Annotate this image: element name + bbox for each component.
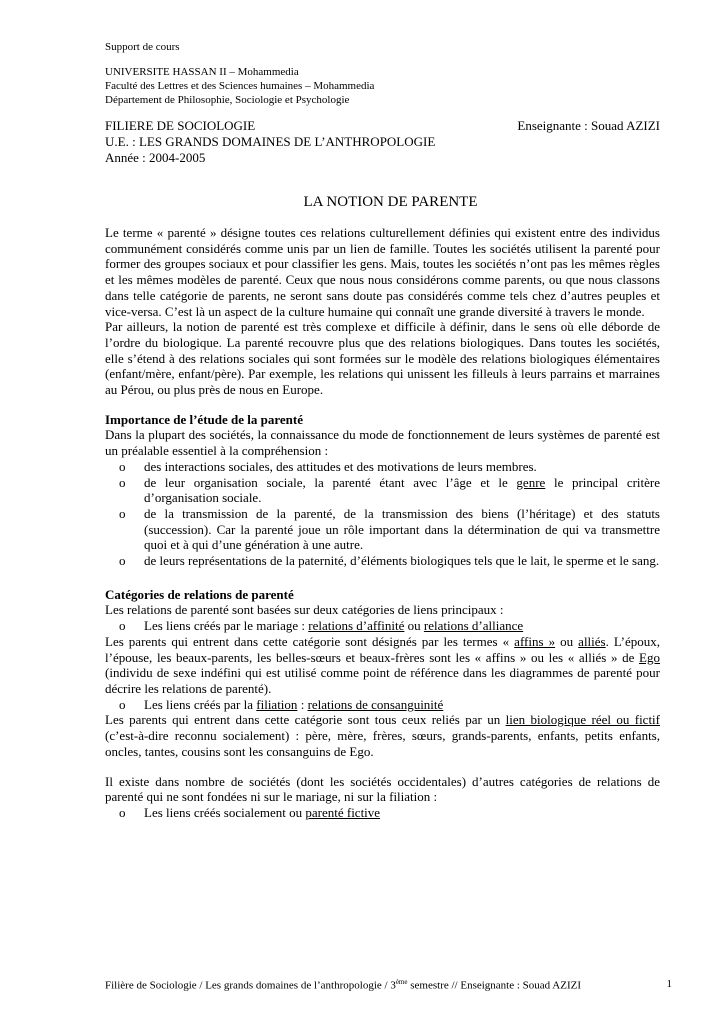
bullet-icon: o	[119, 505, 126, 521]
categories-heading: Catégories de relations de parenté	[105, 586, 294, 602]
consanguinity-term: relations de consanguinité	[307, 696, 444, 712]
filiere-line: FILIERE DE SOCIOLOGIE	[105, 118, 256, 133]
social-list	[105, 805, 660, 821]
importance-list	[105, 459, 660, 569]
list-item: o des interactions sociales, des attitudes et des motivations de leurs membres.	[119, 458, 537, 474]
university-line: UNIVERSITE HASSAN II – Mohammedia	[105, 66, 299, 78]
allies-term: alliés	[578, 633, 606, 649]
bullet-icon: o	[119, 696, 126, 712]
faculty-line: Faculté des Lettres et des Sciences humaines – Mohammedia	[105, 80, 375, 92]
list-item: o Les liens créés par le mariage : relations d’affinité ou relations d’alliance	[119, 618, 524, 634]
department-line: Département de Philosophie, Sociologie et Psychologie	[105, 94, 350, 106]
document-page	[105, 40, 660, 821]
marriage-list	[105, 618, 660, 634]
fictive-kinship-term: parenté fictive	[305, 804, 381, 820]
page-number: 1	[666, 978, 672, 990]
intro-paragraph-2: Par ailleurs, la notion de parenté est très complexe et difficile à définir, dans le sens où elle déborde de l’ordre du biologique. La parenté recouvre plus que des relations biologiques. Dans toutes les sociétés, elle s’étend à des relations sociales qui sont formées sur le modèle des relations biologiques élémentaires (enfant/mère, enfant/père). Par exemple, les relations qui unissent les filleuls à leurs parrains et marraines au Pérou, ou plus près de nous en Europe.	[105, 319, 660, 398]
bullet-icon: o	[119, 618, 126, 634]
teacher-line: Enseignante : Souad AZIZI	[517, 118, 660, 133]
bullet-icon: o	[119, 804, 126, 820]
importance-lead: Dans la plupart des sociétés, la connaissance du mode de fonctionnement de leurs systèmes de parenté est un préalable essentiel à la compréhension :	[105, 427, 660, 459]
ue-line: U.E. : LES GRANDS DOMAINES DE L’ANTHROPOLOGIE	[105, 134, 436, 149]
marriage-paragraph: Les parents qui entrent dans cette catégorie sont désignés par les termes « affins » ou alliés. L’époux, l’épouse, les beaux-parents, les belles-sœurs et beaux-frères sont les « affins » ou les « alliés » de Ego (individu de sexe indéfini qui est utilisé comme point de référence dans les diagrammes de parenté pour décrire les relations de parenté).	[105, 633, 660, 696]
alliance-term: relations d’alliance	[423, 618, 524, 634]
filiation-list	[105, 697, 660, 713]
list-item: o de leur organisation sociale, la parenté étant avec l’âge et le genre le principal critère d’organisation sociale.	[119, 474, 661, 506]
filiation-paragraph: Les parents qui entrent dans cette catégorie sont tous ceux reliés par un lien biologique réel ou fictif (c’est-à-dire reconnu socialement) : père, mère, frères, sœurs, grands-parents, enfants, petits enfants, oncles, tantes, cousins sont les consanguins de Ego.	[105, 712, 660, 759]
page-title: LA NOTION DE PARENTE	[303, 194, 478, 210]
bullet-icon: o	[119, 458, 126, 474]
affinity-term: relations d’affinité	[308, 618, 405, 634]
affins-term: affins »	[514, 633, 556, 649]
biological-link-term: lien biologique réel ou fictif	[505, 712, 660, 728]
categories-lead: Les relations de parenté sont basées sur deux catégories de liens principaux :	[105, 602, 504, 618]
bullet-icon: o	[119, 553, 126, 569]
ego-term: Ego	[639, 649, 660, 665]
filiere-row	[105, 118, 660, 134]
other-categories-paragraph: Il existe dans nombre de sociétés (dont les sociétés occidentales) d’autres catégories de relations de parenté qui ne sont fondées ni sur le mariage, ni sur la filiation :	[105, 773, 660, 805]
list-item: o de la transmission de la parenté, de la transmission des biens (l’héritage) et des statuts (succession). Car la parenté joue un rôle important dans la détermination de qui va transmettre quoi et à qui d’une génération à une autre.	[119, 505, 660, 553]
list-item: o Les liens créés par la filiation : relations de consanguinité	[119, 696, 444, 712]
footer-text: Filière de Sociologie / Les grands domaines de l’anthropologie / 3ème semestre // Enseignante : Souad AZIZI	[105, 978, 582, 992]
filiation-term: filiation	[256, 696, 298, 712]
intro-paragraph-1: Le terme « parenté » désigne toutes ces relations culturellement définies qui existent entre des individus communément considérés comme unis par un lien de famille. Toutes les sociétés utilisent la parenté pour former des groupes sociaux et pour classifier les gens. Mais, toutes les sociétés n’ont pas les mêmes règles et les mêmes modèles de parenté. Ceux que nous nous considérons comme parents, ou que nous classons dans telle catégorie de parents, ne seront sans doute pas considérés comme tels chez d’autres peuples et vice-versa. C’est là un aspect de la culture humaine qui connaît une grande diversité à travers le monde.	[105, 225, 660, 319]
list-item: o de leurs représentations de la paternité, d’éléments biologiques tels que le lait, le sperme et le sang.	[119, 553, 660, 569]
genre-link: genre	[516, 474, 546, 490]
page-footer	[105, 978, 672, 992]
list-item: o Les liens créés socialement ou parenté fictive	[119, 804, 381, 820]
support-label: Support de cours	[105, 41, 180, 53]
importance-heading: Importance de l’étude de la parenté	[105, 411, 303, 427]
bullet-icon: o	[119, 474, 126, 490]
year-line: Année : 2004-2005	[105, 150, 206, 165]
